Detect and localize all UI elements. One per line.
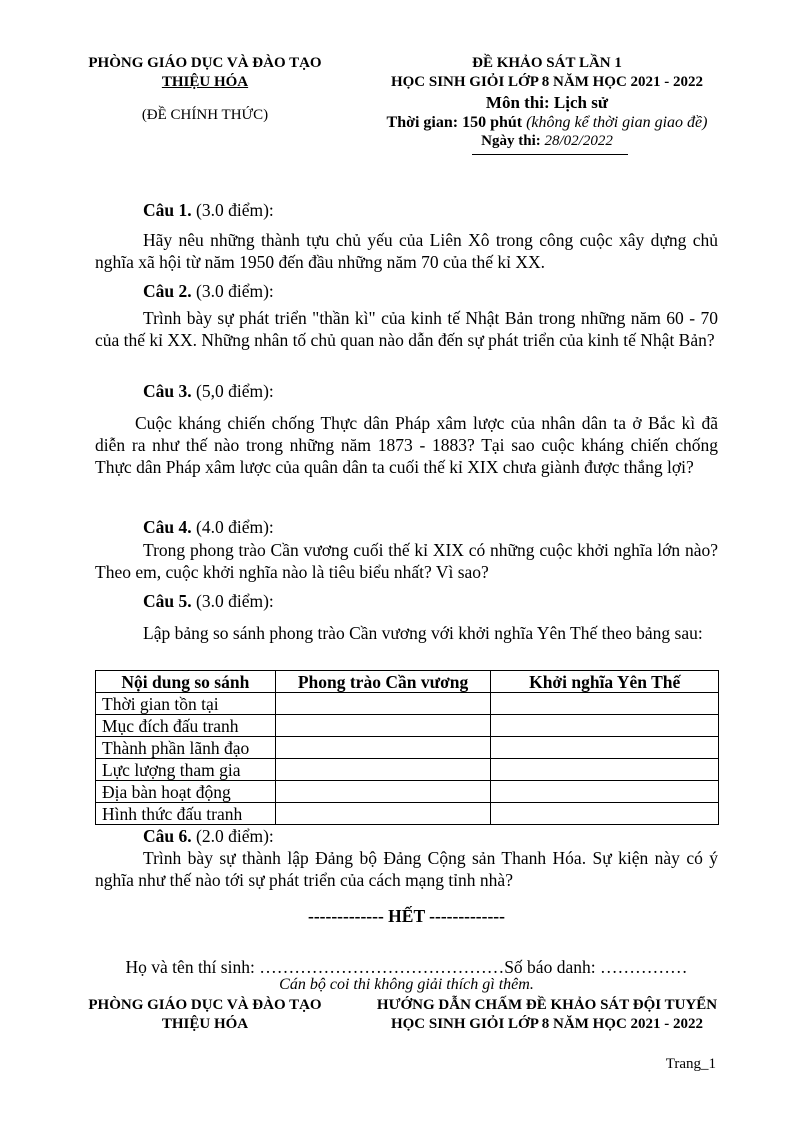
comparison-table (95, 670, 719, 825)
exam-year: HỌC SINH GIỎI LỚP 8 NĂM HỌC 2021 - 2022 (390, 74, 704, 90)
table-row-label: Thành phần lãnh đạo (96, 737, 276, 759)
district-name: THIỆU HÓA (161, 74, 249, 90)
question-3-text: Cuộc kháng chiến chống Thực dân Pháp xâm lược của nhân dân ta ở Bắc kì đã diễn ra như thế nào trong những năm 1873 - 1883? Tại sao cuộc kháng chiến chống Thực dân Pháp xâm lược của quân dân ta cuối thế kỉ XIX chưa giành được thắng lợi? (95, 413, 718, 477)
table-cell-empty (491, 737, 719, 759)
footer-guide-year: HỌC SINH GIỎI LỚP 8 NĂM HỌC 2021 - 2022 (390, 1016, 704, 1032)
exam-subject: Môn thi: Lịch sử (485, 93, 609, 112)
table-row (96, 759, 719, 781)
footer-district: THIỆU HÓA (161, 1016, 249, 1032)
footer-guide-title: HƯỚNG DẪN CHẤM ĐỀ KHẢO SÁT ĐỘI TUYỂN (376, 997, 718, 1013)
exam-time: Thời gian: 150 phút (không kể thời gian giao đề) (386, 114, 708, 131)
footer-left (60, 996, 350, 1034)
question-2-text: Trình bày sự phát triển "thần kì" của kinh tế Nhật Bản trong những năm 60 - 70 của thế kỉ XX. Những nhân tố chủ quan nào dẫn đến sự phát triển của kinh tế Nhật Bản? (95, 308, 718, 350)
table-cell-empty (275, 737, 491, 759)
table-header-can-vuong: Phong trào Cần vương (275, 671, 491, 693)
table-cell-empty (275, 693, 491, 715)
table-cell-empty (491, 759, 719, 781)
header-left (60, 54, 350, 125)
table-row-label: Thời gian tồn tại (96, 693, 276, 715)
table-cell-empty (491, 715, 719, 737)
table-row-label: Mục đích đấu tranh (96, 715, 276, 737)
question-4-text: Trong phong trào Cần vương cuối thế kỉ XIX có những cuộc khởi nghĩa lớn nào? Theo em, cuộc khởi nghĩa nào là tiêu biểu nhất? Vì sao? (95, 540, 718, 582)
table-cell-empty (491, 693, 719, 715)
footer-right (350, 996, 744, 1034)
question-6-heading: Câu 6. (2.0 điểm): (143, 826, 274, 846)
table-cell-empty (491, 803, 719, 825)
header-divider (472, 154, 628, 155)
question-5-heading: Câu 5. (3.0 điểm): (143, 591, 274, 611)
proctor-note: Cán bộ coi thi không giải thích gì thêm. (279, 976, 534, 993)
official-label: (ĐỀ CHÍNH THỨC) (141, 107, 269, 123)
table-row (96, 803, 719, 825)
table-cell-empty (275, 803, 491, 825)
table-row-label: Địa bàn hoạt động (96, 781, 276, 803)
question-1-text: Hãy nêu những thành tựu chủ yếu của Liên Xô trong công cuộc xây dựng chủ nghĩa xã hội từ năm 1950 đến đầu những năm 70 của thế kỉ XX. (95, 230, 718, 272)
table-cell-empty (275, 715, 491, 737)
table-row (96, 715, 719, 737)
table-row-label: Hình thức đấu tranh (96, 803, 276, 825)
table-header-row (96, 671, 719, 693)
question-3-heading: Câu 3. (5,0 điểm): (143, 381, 274, 401)
end-marker: ------------- HẾT ------------- (308, 906, 505, 926)
question-4-heading: Câu 4. (4.0 điểm): (143, 517, 274, 537)
exam-date: Ngày thi: 28/02/2022 (481, 133, 613, 149)
exam-title: ĐỀ KHẢO SÁT LẦN 1 (472, 55, 622, 71)
table-cell-empty (491, 781, 719, 803)
table-cell-empty (275, 781, 491, 803)
table-header-criteria: Nội dung so sánh (96, 671, 276, 693)
question-5-text: Lập bảng so sánh phong trào Cần vương với khởi nghĩa Yên Thế theo bảng sau: (143, 623, 703, 643)
candidate-info: Họ và tên thí sinh: ……………………………………Số báo danh: …………… (125, 957, 688, 977)
table-row-label: Lực lượng tham gia (96, 759, 276, 781)
table-row (96, 737, 719, 759)
table-header-yen-the: Khởi nghĩa Yên Thế (491, 671, 719, 693)
question-1-heading: Câu 1. (3.0 điểm): (143, 200, 274, 220)
question-6-text: Trình bày sự thành lập Đảng bộ Đảng Cộng sản Thanh Hóa. Sự kiện này có ý nghĩa như thế nào tới sự phát triển của cách mạng tỉnh nhà? (95, 848, 718, 890)
table-row (96, 781, 719, 803)
footer-department: PHÒNG GIÁO DỤC VÀ ĐÀO TẠO (88, 997, 322, 1013)
department-name: PHÒNG GIÁO DỤC VÀ ĐÀO TẠO (88, 55, 322, 71)
question-2-heading: Câu 2. (3.0 điểm): (143, 281, 274, 301)
header-right (350, 54, 744, 151)
table-row (96, 693, 719, 715)
table-cell-empty (275, 759, 491, 781)
page-number: Trang_1 (665, 1056, 716, 1072)
